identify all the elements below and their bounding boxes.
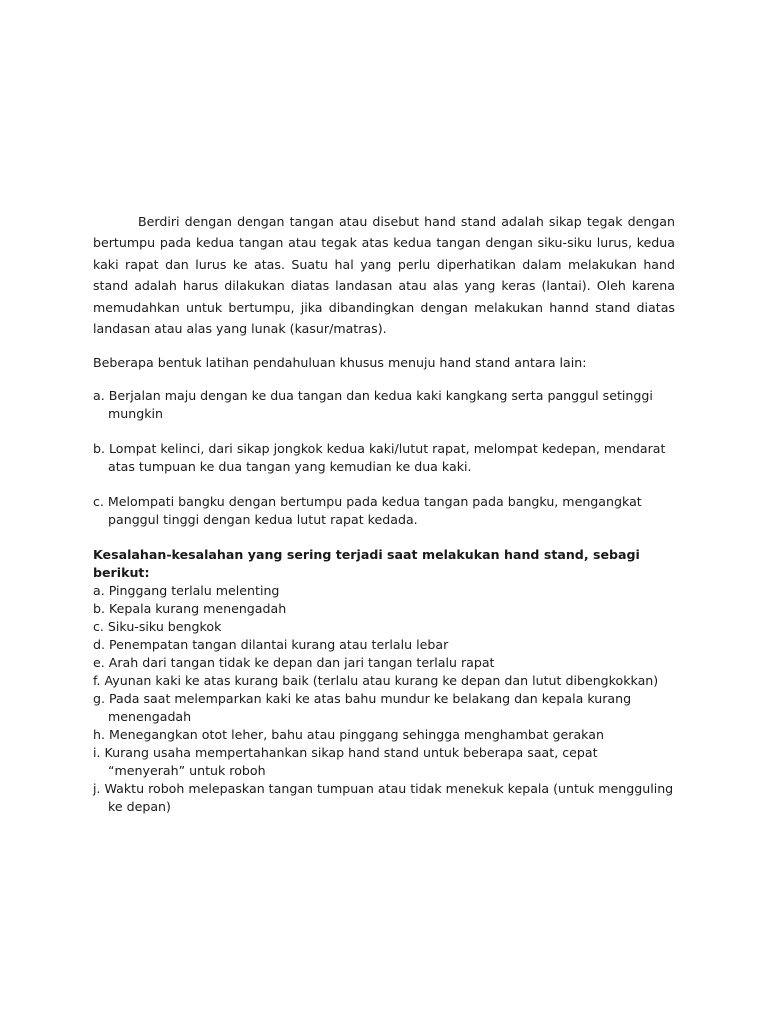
error-list bbox=[93, 582, 675, 816]
exercises-intro: Beberapa bentuk latihan pendahuluan khusus menuju hand stand antara lain: bbox=[93, 355, 587, 371]
list-item: f. Ayunan kaki ke atas kurang baik (terlalu atau kurang ke depan dan lutut dibengkokkan) bbox=[93, 673, 659, 689]
list-item: e. Arah dari tangan tidak ke depan dan jari tangan terlalu rapat bbox=[93, 655, 495, 671]
list-item: c. Melompati bangku dengan bertumpu pada kedua tangan pada bangku, mengangkat panggul tinggi dengan kedua lutut rapat kedada. bbox=[93, 494, 642, 528]
list-item: a. Pinggang terlalu melenting bbox=[93, 583, 280, 599]
list-item: i. Kurang usaha mempertahankan sikap hand stand untuk beberapa saat, cepat “menyerah” untuk roboh bbox=[93, 745, 598, 779]
list-item: c. Siku-siku bengkok bbox=[93, 619, 222, 635]
list-item: a. Berjalan maju dengan ke dua tangan dan kedua kaki kangkang serta panggul setinggi mungkin bbox=[93, 388, 653, 422]
list-item: h. Menegangkan otot leher, bahu atau pinggang sehingga menghambat gerakan bbox=[93, 727, 604, 743]
list-item: b. Lompat kelinci, dari sikap jongkok kedua kaki/lutut rapat, melompat kedepan, mendarat atas tumpuan ke dua tangan yang kemudian ke dua kaki. bbox=[93, 441, 666, 475]
list-item: g. Pada saat melemparkan kaki ke atas bahu mundur ke belakang dan kepala kurang menengadah bbox=[93, 691, 632, 725]
body-paragraph: Berdiri dengan dengan tangan atau disebut hand stand adalah sikap tegak dengan bertumpu pada kedua tangan atau tegak atas kedua tangan dengan siku-siku lurus, kedua kaki rapat dan lurus ke atas. Suatu hal yang perlu diperhatikan dalam melakukan hand stand adalah harus dilakukan diatas landasan atau alas yang keras (lantai). Oleh karena memudahkan untuk bertumpu, jika dibandingkan dengan melakukan hannd stand diatas landasan atau alas yang lunak (kasur/matras). bbox=[93, 214, 675, 337]
exercise-list bbox=[93, 387, 675, 529]
list-item: d. Penempatan tangan dilantai kurang atau terlalu lebar bbox=[93, 637, 449, 653]
list-item: j. Waktu roboh melepaskan tangan tumpuan atau tidak menekuk kepala (untuk mengguling ke depan) bbox=[93, 781, 674, 815]
errors-heading: Kesalahan-kesalahan yang sering terjadi saat melakukan hand stand, sebagi berikut: bbox=[93, 547, 640, 581]
document-page bbox=[93, 211, 675, 816]
list-item: b. Kepala kurang menengadah bbox=[93, 601, 287, 617]
